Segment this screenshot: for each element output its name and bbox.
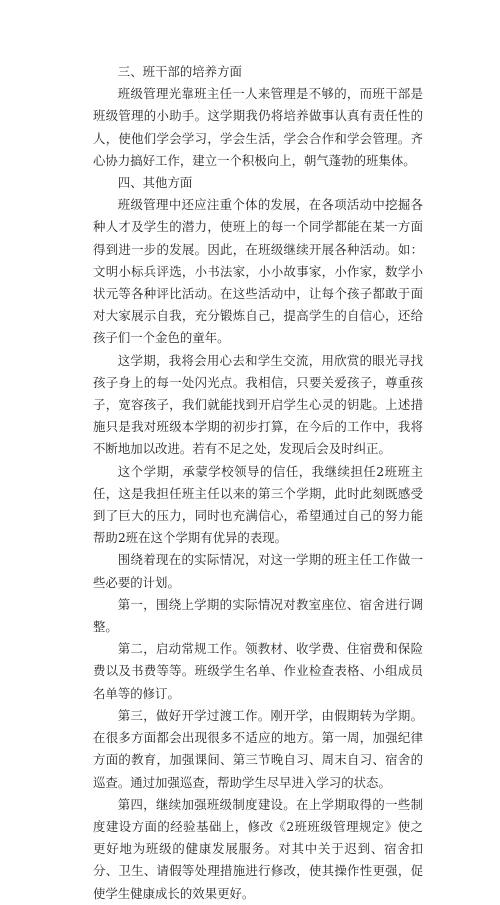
- paragraph-item-fourth: 第四，继续加强班级制度建设。在上学期取得的一些制度建设方面的经验基础上，修改《2班班级管理规定》使之更好地为班级的健康发展服务。对其中关于迟到、宿舍扣分、卫生、请假等处理措施进行修改，使其操作性更强，促使学生健康成长的效果更好。: [93, 796, 423, 901]
- paragraph-semester-intro: 这个学期，承蒙学校领导的信任，我继续担任2班班主任，这是我担任班主任以来的第三个学期，此时此刻既感受到了巨大的压力，同时也充满信心，希望通过自己的努力能帮助2班在这个学期有优异的表现。: [93, 463, 423, 546]
- paragraph-individual-development: 班级管理中还应注重个体的发展，在各项活动中挖掘各种人才及学生的潜力，使班上的每一个同学都能在某一方面得到进一步的发展。因此，在班级继续开展各种活动。如：文明小标兵评选，小书法家，小小故事家，小作家，数学小状元等各种评比活动。在这些活动中，让每个孩子都敢于面对大家展示自我，充分锻炼自己，提高学生的自信心，还给孩子们一个金色的童年。: [93, 197, 423, 346]
- section-heading-class-cadres: 三、班干部的培养方面: [117, 64, 242, 79]
- section-heading-other-aspects: 四、其他方面: [117, 175, 193, 191]
- paragraph-student-communication: 这学期，我将会用心去和学生交流，用欣赏的眼光寻找孩子身上的每一处闪光点。我相信，只要关爱孩子，尊重孩子，宽容孩子，我们就能找到开启学生心灵的钥匙。上述措施只是我对班级本学期的初步打算，在今后的工作中，我将不断地加以改进。若有不足之处，发现后会及时纠正。: [93, 352, 423, 457]
- paragraph-item-third: 第三，做好开学过渡工作。刚开学，由假期转为学期。在很多方面都会出现很多不适应的地方。第一周，加强纪律方面的教育，加强课间、第三节晚自习、周末自习、宿舍的巡查。通过加强巡查，帮助学生尽早进入学习的状态。: [93, 707, 423, 790]
- paragraph-item-first: 第一，围绕上学期的实际情况对教室座位、宿舍进行调整。: [93, 596, 423, 635]
- document-body: [93, 61, 423, 905]
- paragraph-class-cadres: 班级管理光靠班主任一人来管理是不够的，而班干部是班级管理的小助手。这学期我仍将培养做事认真有责任性的人，使他们学会学习，学会生活，学会合作和学会管理。齐心协力搞好工作，建立一个积极向上，朝气蓬勃的班集体。: [93, 86, 423, 168]
- paragraph-item-second: 第二，启动常规工作。领教材、收学费、住宿费和保险费以及书费等等。班级学生名单、作业检查表格、小组成员名单等的修订。: [93, 641, 423, 701]
- paragraph-plan-intro: 围绕着现在的实际情况，对这一学期的班主任工作做一些必要的计划。: [93, 552, 423, 590]
